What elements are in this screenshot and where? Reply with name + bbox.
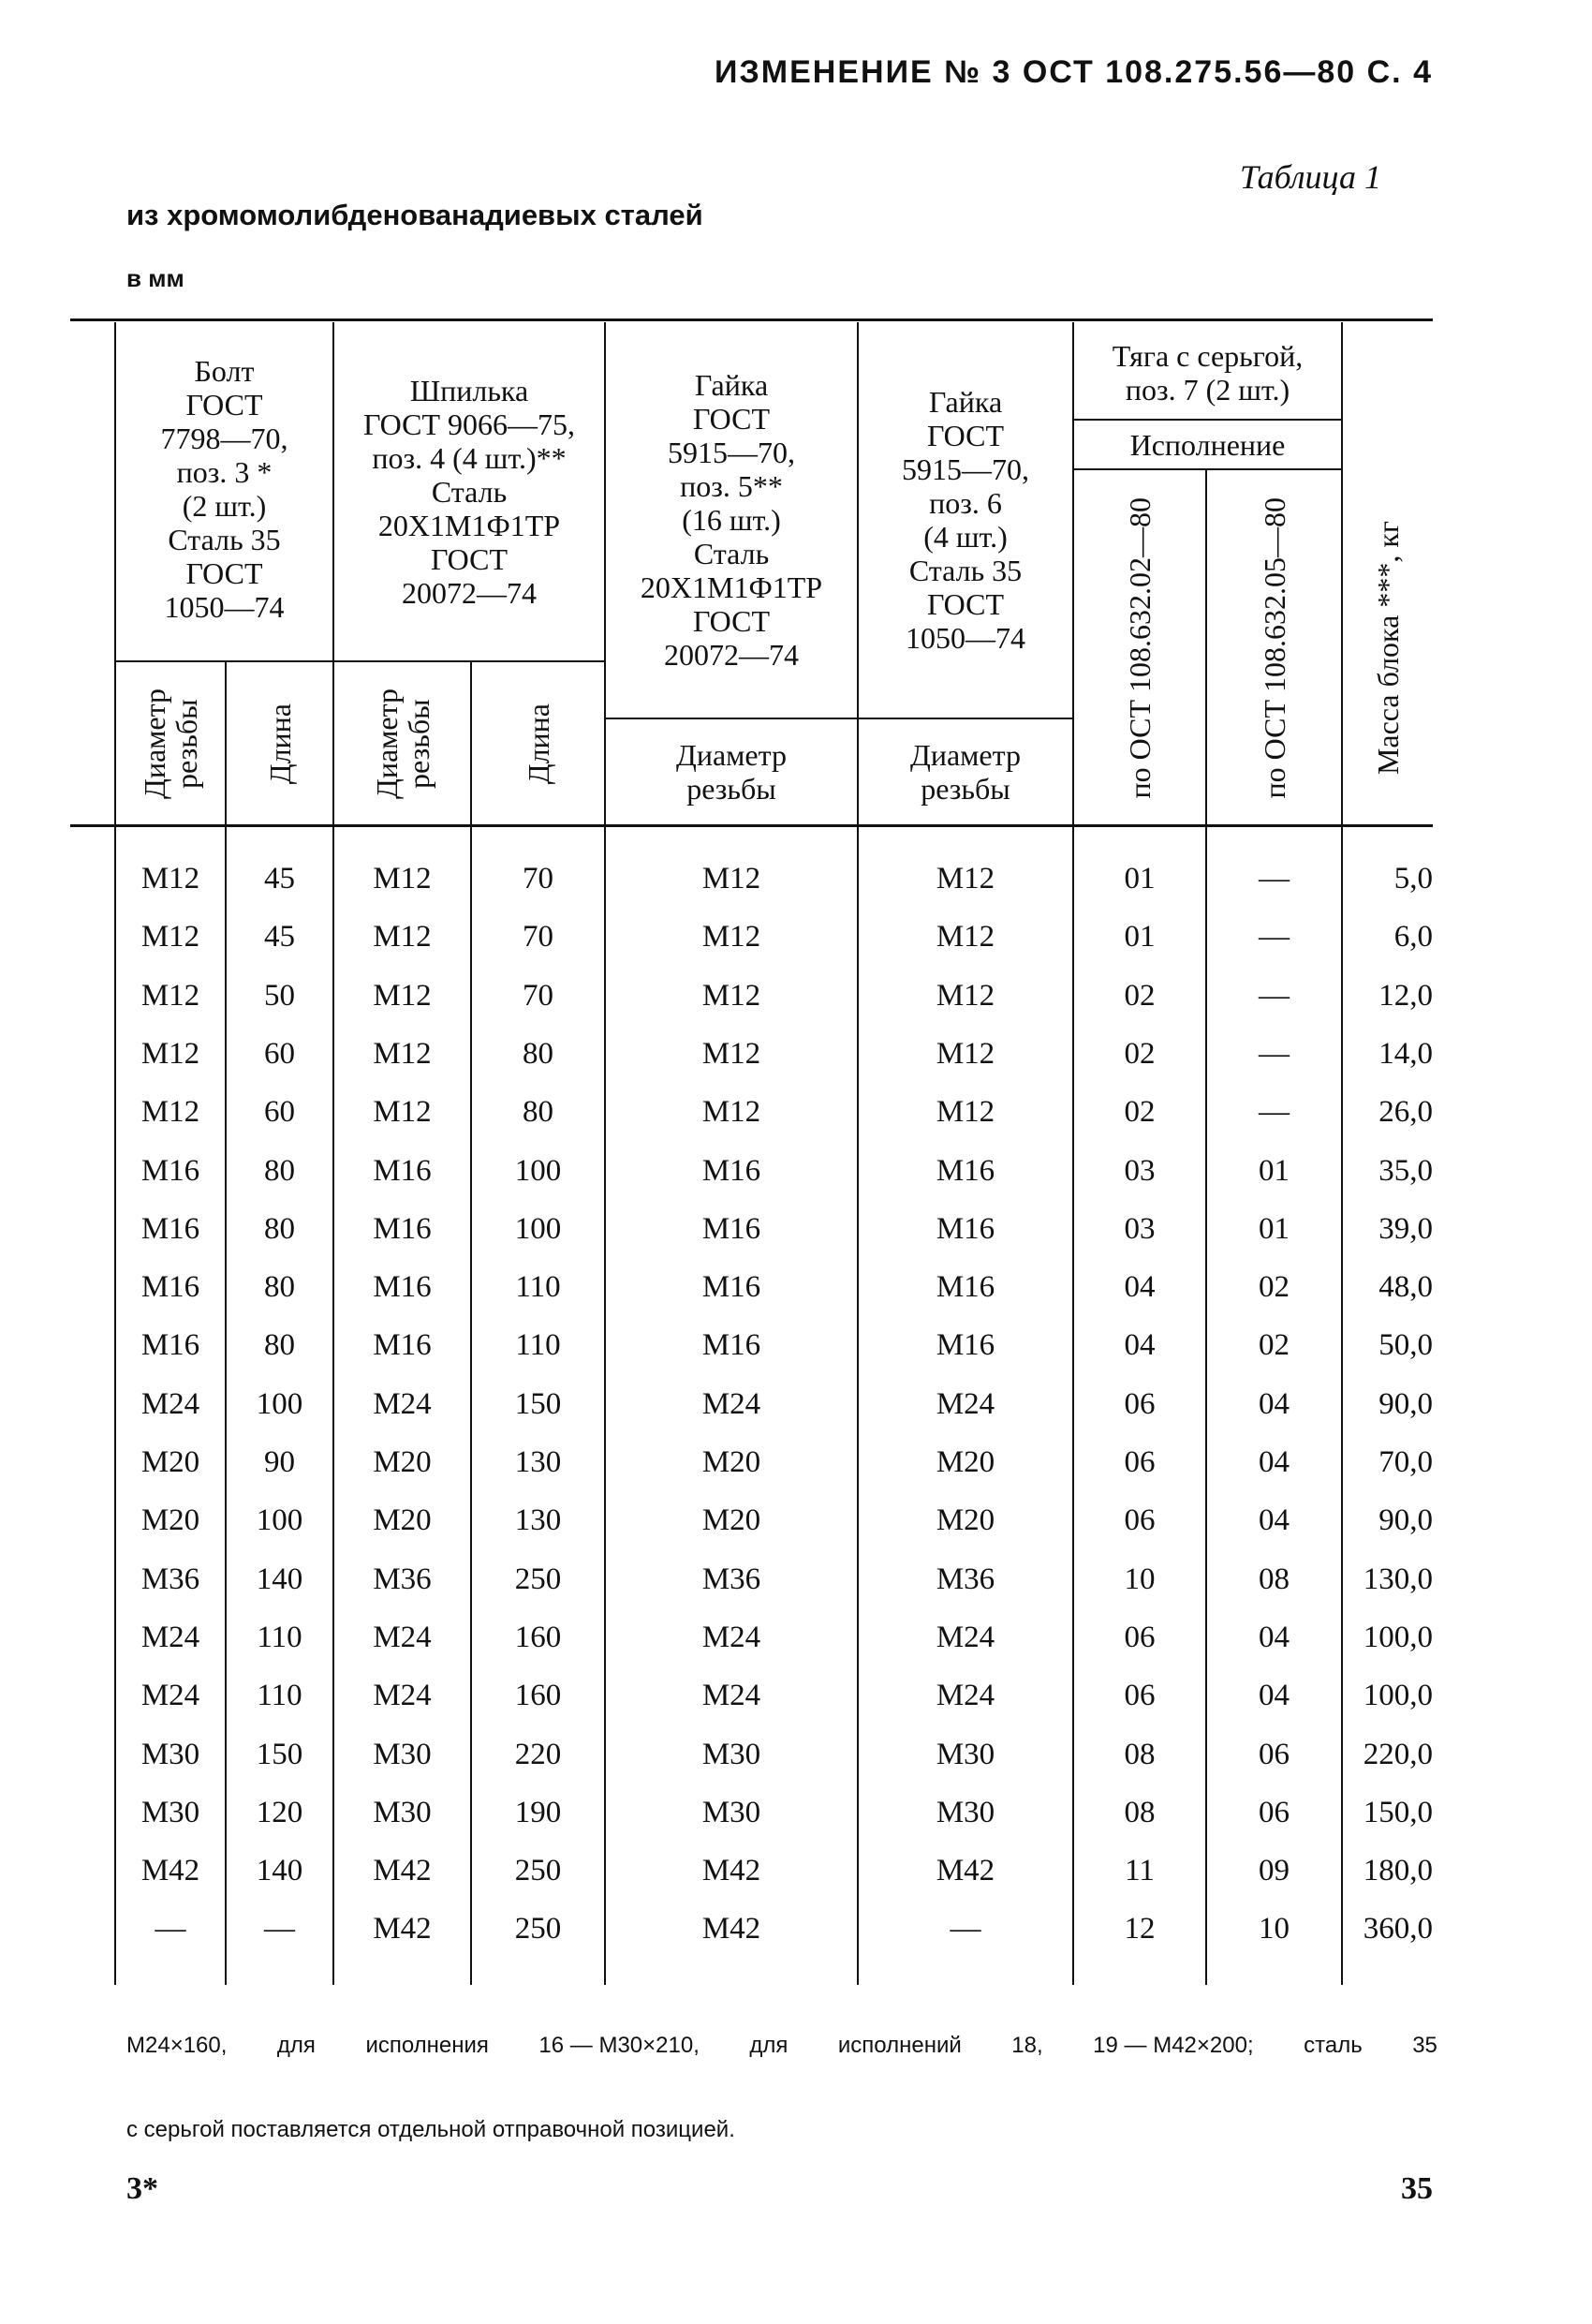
table-cell: М12 [701, 1095, 761, 1129]
table-cell: М30 [373, 1796, 432, 1829]
table-cell: М16 [936, 1270, 995, 1304]
table-cell: — [264, 1912, 295, 1946]
table-cell: 50,0 [1378, 1328, 1433, 1362]
table-cell: М16 [701, 1212, 761, 1246]
table-cell: М12 [140, 979, 200, 1013]
table-cell: М24 [373, 1621, 432, 1654]
table-cell: М24 [936, 1387, 995, 1421]
table-cell: М12 [701, 1037, 761, 1071]
header-nut5-diameter: Диаметр резьбы [676, 738, 787, 806]
table-cell: 10 [1124, 1562, 1156, 1596]
table-cell: 110 [257, 1621, 302, 1654]
header-sub-rule [859, 718, 1072, 719]
footnote-part: 16 — М30×210, [538, 2033, 700, 2058]
table-cell: 04 [1259, 1387, 1290, 1421]
table-cell: М12 [936, 979, 995, 1013]
table-cell: — [1259, 1037, 1290, 1071]
table-cell: 48,0 [1378, 1270, 1433, 1304]
table-cell: М42 [936, 1854, 995, 1887]
table-cell: 02 [1124, 1037, 1156, 1071]
table-cell: 120 [256, 1796, 303, 1829]
table-cell: 03 [1124, 1154, 1156, 1188]
table-cell: М20 [701, 1445, 761, 1479]
header-sub-rule [116, 660, 332, 662]
table-cell: 150 [256, 1738, 303, 1771]
table-cell: 150,0 [1363, 1796, 1433, 1829]
table-cell: 12,0 [1378, 979, 1433, 1013]
table-cell: 08 [1124, 1738, 1156, 1771]
table-cell: М20 [936, 1503, 995, 1537]
table-cell: М12 [701, 979, 761, 1013]
table-cell: М20 [140, 1503, 200, 1537]
header-ost-02: по ОСТ 108.632.02—80 [1123, 496, 1157, 799]
table-cell: М12 [373, 920, 432, 954]
table-cell: 06 [1124, 1445, 1156, 1479]
table-cell: М42 [701, 1854, 761, 1887]
header-sub-rule [1074, 419, 1341, 421]
table-cell: — [1259, 920, 1290, 954]
table-cell: 45 [264, 920, 295, 954]
table-cell: М42 [373, 1854, 432, 1887]
page-header: ИЗМЕНЕНИЕ № 3 ОСТ 108.275.56—80 С. 4 [715, 54, 1433, 90]
table-cell: М16 [140, 1270, 200, 1304]
table-cell: — [1259, 979, 1290, 1013]
header-stud-length: Длина [521, 703, 555, 785]
header-bolt-length: Длина [262, 703, 297, 785]
table-cell: 39,0 [1378, 1212, 1433, 1246]
table-cell: М16 [373, 1270, 432, 1304]
header-nut-6: Гайка ГОСТ 5915—70, поз. 6 (4 шт.) Сталь 35 ГОСТ 1050—74 [902, 385, 1029, 655]
table-cell: М16 [373, 1328, 432, 1362]
footnote-part: сталь [1304, 2033, 1363, 2058]
table-cell: 80 [264, 1270, 295, 1304]
table-cell: 100 [256, 1387, 303, 1421]
table-cell: М36 [936, 1562, 995, 1596]
table-cell: 01 [1124, 862, 1156, 896]
table-cell: 04 [1259, 1445, 1290, 1479]
table-cell: — [1259, 862, 1290, 896]
table-cell: 100,0 [1363, 1679, 1433, 1712]
table-cell: М20 [936, 1445, 995, 1479]
table-cell: 02 [1259, 1328, 1290, 1362]
table-cell: 110 [515, 1328, 561, 1362]
table-cell: М12 [140, 920, 200, 954]
table-cell: М16 [140, 1328, 200, 1362]
header-nut6-diameter: Диаметр резьбы [910, 738, 1021, 806]
table-cell: 06 [1124, 1503, 1156, 1537]
header-stud-diameter: Диаметр резьбы [369, 688, 435, 799]
header-ost-05: по ОСТ 108.632.05—80 [1257, 496, 1291, 799]
table-cell: 04 [1124, 1270, 1156, 1304]
header-sub-rule [606, 718, 857, 719]
footnote-line-2: с серьгой поставляется отдельной отправочной позицией. [126, 2117, 735, 2142]
table-cell: 08 [1124, 1796, 1156, 1829]
table-cell: М16 [373, 1212, 432, 1246]
table-cell: 10 [1259, 1912, 1290, 1946]
table-cell: 150 [514, 1387, 562, 1421]
table-cell: М24 [701, 1621, 761, 1654]
table-cell: М12 [373, 862, 432, 896]
table-cell: 04 [1259, 1621, 1290, 1654]
table-cell: М30 [936, 1738, 995, 1771]
table-cell: 160 [514, 1621, 562, 1654]
table-cell: 90,0 [1378, 1503, 1433, 1537]
table-cell: 60 [264, 1095, 295, 1129]
table-cell: М12 [373, 1037, 432, 1071]
table-cell: М12 [701, 920, 761, 954]
footnote-part: 35 [1412, 2033, 1437, 2058]
table-cell: М24 [140, 1387, 200, 1421]
table-cell: 250 [514, 1562, 562, 1596]
table-cell: М12 [140, 1037, 200, 1071]
table-cell: 04 [1124, 1328, 1156, 1362]
table-cell: 130 [514, 1503, 562, 1537]
table-cell: 08 [1259, 1562, 1290, 1596]
table-cell: М12 [936, 1095, 995, 1129]
footnote-part: исполнения [365, 2033, 489, 2058]
table-cell: 80 [264, 1154, 295, 1188]
table-cell: М24 [373, 1679, 432, 1712]
table-cell: 130,0 [1363, 1562, 1433, 1596]
table-cell: М24 [936, 1621, 995, 1654]
table-cell: 140 [256, 1562, 303, 1596]
table-cell: 60 [264, 1037, 295, 1071]
table-cell: 80 [264, 1212, 295, 1246]
table-cell: 06 [1259, 1796, 1290, 1829]
table-cell: М20 [373, 1503, 432, 1537]
table-cell: М42 [373, 1912, 432, 1946]
table-cell: М16 [373, 1154, 432, 1188]
table-cell: 100 [256, 1503, 303, 1537]
table-cell: М36 [140, 1562, 200, 1596]
units-label: в мм [126, 264, 184, 292]
table-cell: 100 [514, 1212, 562, 1246]
table-cell: М36 [373, 1562, 432, 1596]
table-cell: М24 [701, 1679, 761, 1712]
table-cell: 50 [264, 979, 295, 1013]
table-cell: М12 [701, 862, 761, 896]
table-cell: 11 [1125, 1854, 1155, 1887]
table-cell: 03 [1124, 1212, 1156, 1246]
table-cell: 110 [515, 1270, 561, 1304]
footnote-part: 19 — М42×200; [1093, 2033, 1254, 2058]
table-cell: М16 [140, 1212, 200, 1246]
table-cell: М16 [701, 1328, 761, 1362]
table-header-bottom-rule [70, 824, 1433, 827]
table-cell: М24 [373, 1387, 432, 1421]
table-cell: 130 [514, 1445, 562, 1479]
table-cell: М30 [373, 1738, 432, 1771]
footnote-part: исполнений [837, 2033, 962, 2058]
table-cell: 360,0 [1363, 1912, 1433, 1946]
table-cell: М20 [373, 1445, 432, 1479]
table-cell: М42 [701, 1912, 761, 1946]
table-cell: 01 [1259, 1154, 1290, 1188]
table-cell: М30 [701, 1738, 761, 1771]
header-sub-rule [1074, 468, 1341, 470]
table-cell: М16 [140, 1154, 200, 1188]
table-cell: 110 [257, 1679, 302, 1712]
footnote-part: для [749, 2033, 789, 2058]
table-cell: 04 [1259, 1503, 1290, 1537]
table-cell: 02 [1124, 1095, 1156, 1129]
table-cell: 80 [523, 1095, 553, 1129]
header-mass: Масса блока ***, кг [1371, 520, 1405, 776]
table-cell: 01 [1124, 920, 1156, 954]
footnote-line-1 [126, 2033, 1437, 2059]
header-stud: Шпилька ГОСТ 9066—75, поз. 4 (4 шт.)** Сталь 20Х1М1Ф1ТР ГОСТ 20072—74 [362, 374, 576, 610]
table-cell: М30 [140, 1738, 200, 1771]
table-cell: М30 [936, 1796, 995, 1829]
footnote-part: М24×160, [126, 2033, 228, 2058]
table-cell: 04 [1259, 1679, 1290, 1712]
header-execution: Исполнение [1129, 428, 1286, 462]
table-cell: М36 [701, 1562, 761, 1596]
table-cell: 160 [514, 1679, 562, 1712]
table-cell: 45 [264, 862, 295, 896]
table-cell: 06 [1124, 1387, 1156, 1421]
table-cell: М24 [140, 1679, 200, 1712]
table-cell: 02 [1259, 1270, 1290, 1304]
table-cell: 190 [514, 1796, 562, 1829]
table-cell: М16 [936, 1328, 995, 1362]
table-cell: 70 [523, 979, 553, 1013]
table-cell: 12 [1124, 1912, 1156, 1946]
table-cell: 70 [523, 862, 553, 896]
table-number: Таблица 1 [1239, 158, 1381, 196]
table-cell: 01 [1259, 1212, 1290, 1246]
table-cell: 06 [1124, 1679, 1156, 1712]
table-cell: 180,0 [1363, 1854, 1433, 1887]
table-cell: — [155, 1912, 186, 1946]
table-cell: М12 [936, 1037, 995, 1071]
table-cell: М20 [140, 1445, 200, 1479]
header-nut-5: Гайка ГОСТ 5915—70, поз. 5** (16 шт.) Сталь 20Х1М1Ф1ТР ГОСТ 20072—74 [640, 368, 823, 672]
table-cell: М12 [373, 979, 432, 1013]
table-cell: 90,0 [1378, 1387, 1433, 1421]
table-cell: М16 [701, 1154, 761, 1188]
page-number: 35 [1401, 2171, 1433, 2206]
table-cell: 14,0 [1378, 1037, 1433, 1071]
table-cell: М12 [936, 862, 995, 896]
table-cell: М42 [140, 1854, 200, 1887]
table-cell: 100,0 [1363, 1621, 1433, 1654]
table-cell: М12 [373, 1095, 432, 1129]
table-cell: М24 [701, 1387, 761, 1421]
table-subtitle: из хромомолибденованадиевых сталей [126, 199, 703, 231]
table-cell: 90 [264, 1445, 295, 1479]
table-cell: М12 [140, 862, 200, 896]
table-cell: 5,0 [1393, 862, 1433, 896]
table-cell: М30 [140, 1796, 200, 1829]
header-sub-rule [334, 660, 604, 662]
signature-mark: 3* [126, 2171, 158, 2206]
table-cell: М20 [701, 1503, 761, 1537]
table-cell: 06 [1124, 1621, 1156, 1654]
header-bolt-diameter: Диаметр резьбы [138, 688, 203, 799]
table-cell: 140 [256, 1854, 303, 1887]
table-cell: М16 [936, 1212, 995, 1246]
table-cell: М12 [140, 1095, 200, 1129]
table-cell: 80 [264, 1328, 295, 1362]
table-cell: М24 [936, 1679, 995, 1712]
table-cell: 02 [1124, 979, 1156, 1013]
header-rod: Тяга с серьгой, поз. 7 (2 шт.) [1112, 339, 1304, 407]
table-cell: 100 [514, 1154, 562, 1188]
table-cell: 70,0 [1378, 1445, 1433, 1479]
table-cell: 09 [1259, 1854, 1290, 1887]
table-cell: 35,0 [1378, 1154, 1433, 1188]
table-cell: 80 [523, 1037, 553, 1071]
table-cell: М30 [701, 1796, 761, 1829]
footnote-part: для [276, 2033, 316, 2058]
table-cell: М16 [701, 1270, 761, 1304]
table-cell: 06 [1259, 1738, 1290, 1771]
table-cell: М16 [936, 1154, 995, 1188]
table-cell: 26,0 [1378, 1095, 1433, 1129]
table-cell: 6,0 [1393, 920, 1433, 954]
table-cell: 70 [523, 920, 553, 954]
table-cell: 250 [514, 1912, 562, 1946]
table-cell: М24 [140, 1621, 200, 1654]
table-cell: — [1259, 1095, 1290, 1129]
table-cell: 220,0 [1363, 1738, 1433, 1771]
footnote-part: 18, [1011, 2033, 1043, 2058]
table-cell: 250 [514, 1854, 562, 1887]
table-top-rule [70, 318, 1433, 321]
table-cell: — [950, 1912, 981, 1946]
table-cell: 220 [514, 1738, 562, 1771]
header-bolt: Болт ГОСТ 7798—70, поз. 3 * (2 шт.) Сталь 35 ГОСТ 1050—74 [160, 354, 288, 624]
table-cell: М12 [936, 920, 995, 954]
